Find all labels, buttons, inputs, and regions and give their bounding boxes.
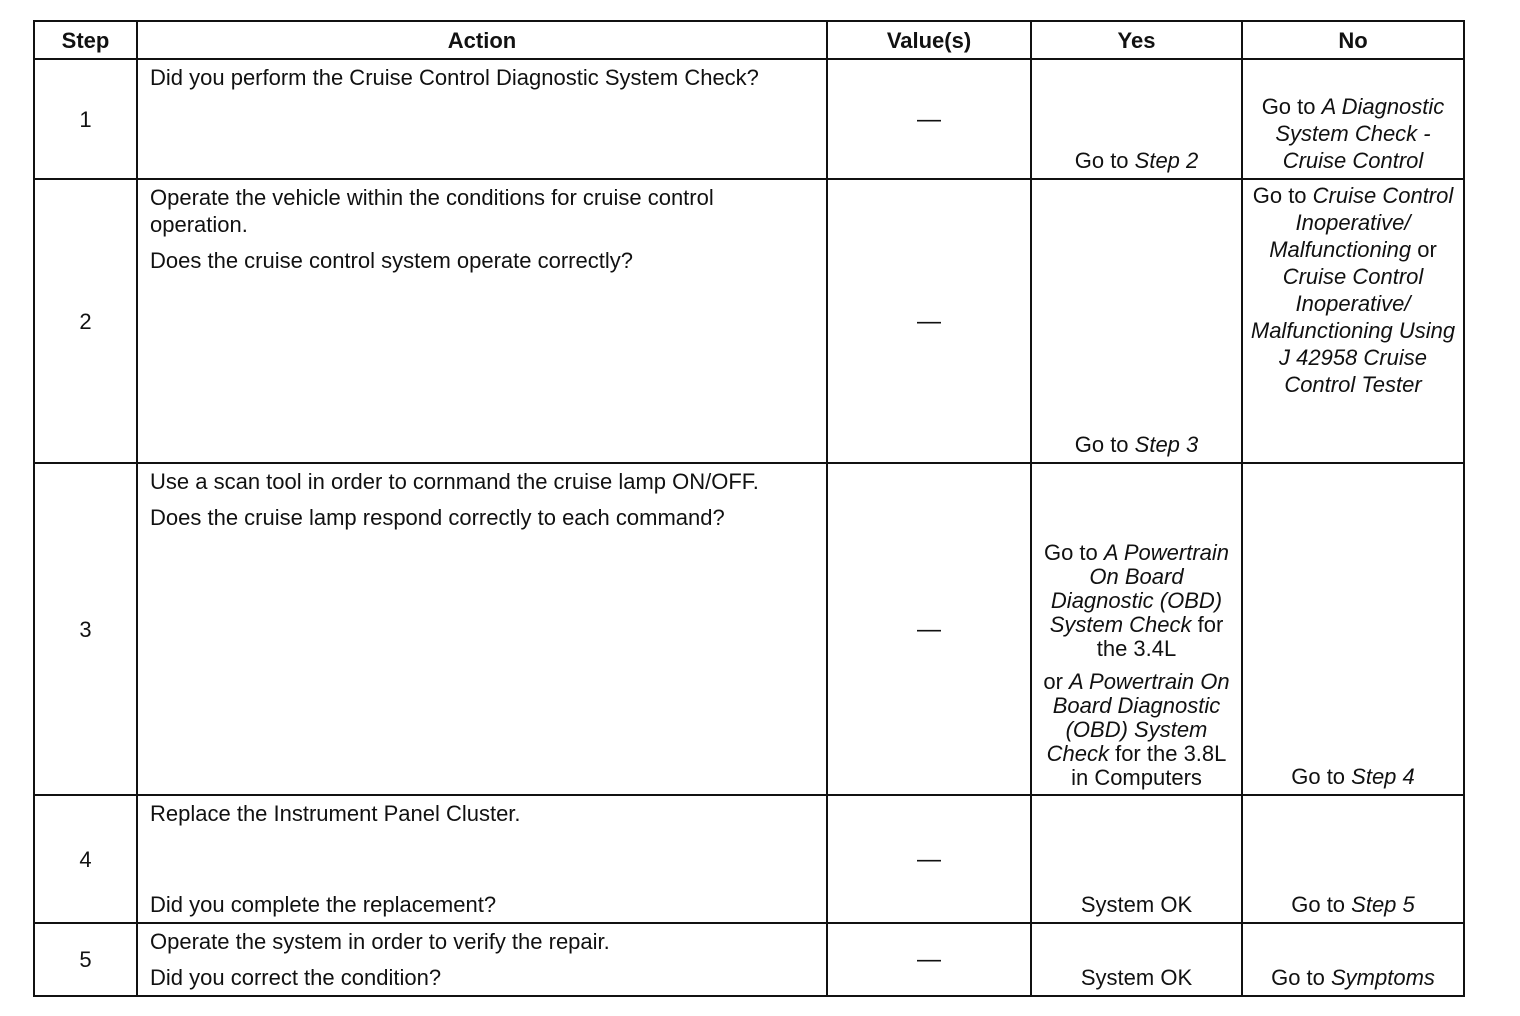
action-text: Operate the system in order to verify the repair.	[150, 929, 610, 954]
action-question: Does the cruise control system operate correctly?	[150, 248, 633, 273]
header-values: Value(s)	[827, 21, 1031, 59]
action-text: Use a scan tool in order to cornmand the cruise lamp ON/OFF.	[150, 469, 759, 494]
no-conjunction: or	[1411, 237, 1437, 262]
yes-suffix-alt: for the 3.8L in Computers	[1071, 741, 1227, 790]
no-link[interactable]: Symptoms	[1331, 965, 1435, 990]
yes-cell: System OK	[1031, 923, 1242, 996]
no-cell	[1242, 179, 1464, 463]
yes-option-3-8l	[1036, 670, 1237, 790]
yes-link[interactable]: A Powertrain On Board Diagnostic (OBD) System Check	[1049, 540, 1230, 637]
value-cell: —	[827, 59, 1031, 179]
no-link[interactable]: Step 5	[1351, 892, 1415, 917]
table-row	[34, 463, 1464, 795]
step-number: 3	[34, 463, 137, 795]
action-cell	[137, 59, 827, 179]
yes-suffix: for the 3.4L	[1096, 612, 1224, 661]
value-cell: —	[827, 179, 1031, 463]
no-prefix: Go to	[1291, 892, 1352, 917]
yes-link[interactable]: Step 2	[1134, 148, 1199, 173]
table-row	[34, 179, 1464, 463]
yes-prefix: Go to	[1043, 540, 1104, 565]
action-text: Replace the Instrument Panel Cluster.	[150, 801, 521, 826]
step-number: 2	[34, 179, 137, 463]
yes-prefix: Go to	[1074, 432, 1135, 457]
step-number: 1	[34, 59, 137, 179]
value-cell: —	[827, 795, 1031, 923]
header-action: Action	[137, 21, 827, 59]
action-text: Did you perform the Cruise Control Diagnostic System Check?	[150, 65, 759, 90]
header-no: No	[1242, 21, 1464, 59]
no-link[interactable]: Cruise Control Inoperative/ Malfunctioning	[1269, 183, 1454, 262]
no-prefix: Go to	[1252, 183, 1313, 208]
step-number: 5	[34, 923, 137, 996]
header-step: Step	[34, 21, 137, 59]
no-prefix: Go to	[1271, 965, 1331, 990]
action-cell	[137, 795, 827, 923]
yes-cell: System OK	[1031, 795, 1242, 923]
step-number: 4	[34, 795, 137, 923]
action-cell	[137, 463, 827, 795]
no-cell	[1242, 59, 1464, 179]
action-question: Did you complete the replacement?	[150, 892, 497, 917]
no-link[interactable]: A Diagnostic System Check - Cruise Control	[1275, 94, 1445, 173]
action-question: Does the cruise lamp respond correctly to each command?	[150, 505, 725, 530]
yes-cell	[1031, 463, 1242, 795]
yes-prefix: Go to	[1074, 148, 1135, 173]
action-cell	[137, 923, 827, 996]
yes-cell	[1031, 179, 1242, 463]
yes-link-alt[interactable]: A Powertrain On Board Diagnostic (OBD) System Check	[1046, 669, 1230, 766]
no-cell	[1242, 795, 1464, 923]
action-text: Operate the vehicle within the conditions for cruise control operation.	[150, 185, 714, 237]
header-yes: Yes	[1031, 21, 1242, 59]
no-link[interactable]: Step 4	[1351, 764, 1415, 789]
header-row	[34, 21, 1464, 59]
yes-option-3-4l	[1036, 541, 1237, 661]
table-row	[34, 795, 1464, 923]
yes-prefix-alt: or	[1043, 669, 1070, 694]
no-cell	[1242, 923, 1464, 996]
no-prefix: Go to	[1291, 764, 1352, 789]
value-cell: —	[827, 463, 1031, 795]
yes-cell	[1031, 59, 1242, 179]
table-row	[34, 923, 1464, 996]
no-link-alt[interactable]: Cruise Control Inoperative/ Malfunctioning Using J 42958 Cruise Control Tester	[1250, 264, 1456, 397]
diagnostic-table	[33, 20, 1465, 997]
no-cell	[1242, 463, 1464, 795]
yes-link[interactable]: Step 3	[1134, 432, 1199, 457]
table-row	[34, 59, 1464, 179]
no-prefix: Go to	[1261, 94, 1322, 119]
action-cell	[137, 179, 827, 463]
value-cell: —	[827, 923, 1031, 996]
action-question: Did you correct the condition?	[150, 965, 442, 990]
